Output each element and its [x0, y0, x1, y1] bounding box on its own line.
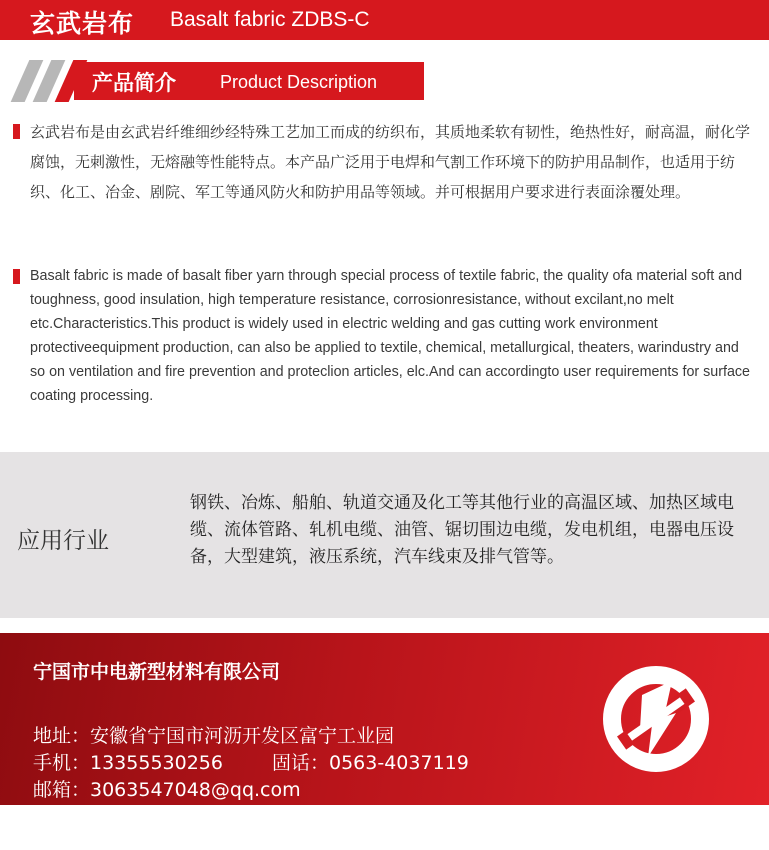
industry-label: 应用行业	[17, 528, 109, 554]
product-title-en: Basalt fabric ZDBS-C	[170, 8, 370, 31]
description-cn: 玄武岩布是由玄武岩纤维细纱经特殊工艺加工而成的纺织布，其质地柔软有韧性，绝热性好，耐高温，耐化学腐蚀，无刺激性，无熔融等性能特点。本产品广泛用于电焊和气割工作环境下的防护用品制作，也适用于纺织、化工、冶金、剧院、军工等通风防火和防护用品等领域。并可根据用户要求进行表面涂覆处理。	[30, 123, 751, 201]
section-title-box	[74, 62, 424, 100]
landline-phone: 固话：0563-4037119	[272, 752, 469, 774]
bullet-marker	[13, 269, 20, 284]
section-title-cn: 产品简介	[92, 71, 176, 95]
contact-footer	[0, 633, 769, 805]
email[interactable]: 邮箱：3063547048@qq.com	[33, 779, 301, 801]
title-bar	[0, 0, 769, 40]
bullet-marker	[13, 124, 20, 139]
mobile-phone: 手机：13355530256	[33, 752, 223, 774]
industry-text: 钢铁、冶炼、船舶、轨道交通及化工等其他行业的高温区域、加热区域电缆、流体管路、轧机电缆、油管、锯切围边电缆，发电机组，电器电压设备，大型建筑，液压系统，汽车线束及排气管等。	[190, 493, 734, 567]
description-en: Basalt fabric is made of basalt fiber yarn through special process of textile fabric, the quality ofa material soft and toughness, good insulation, high temperature resistance, corrosionresistance, without excilant,no melt etc.Characteristics.This product is widely used in electric welding and gas cutting work environment protectiveequipment production, can also be applied to textile, chemical, metallurgical, theaters, warindustry and so on ventilation and fire prevention and proteclion articles, elc.And can accordingto user requirements for surface coating processing.	[30, 268, 751, 404]
industry-section	[0, 452, 769, 618]
section-title-en: Product Description	[220, 72, 378, 92]
product-title-cn: 玄武岩布	[30, 9, 135, 38]
company-name: 宁国市中电新型材料有限公司	[33, 661, 281, 683]
section-header	[0, 60, 430, 102]
address: 地址：安徽省宁国市河沥开发区富宁工业园	[33, 725, 395, 747]
company-logo-icon	[594, 657, 718, 781]
